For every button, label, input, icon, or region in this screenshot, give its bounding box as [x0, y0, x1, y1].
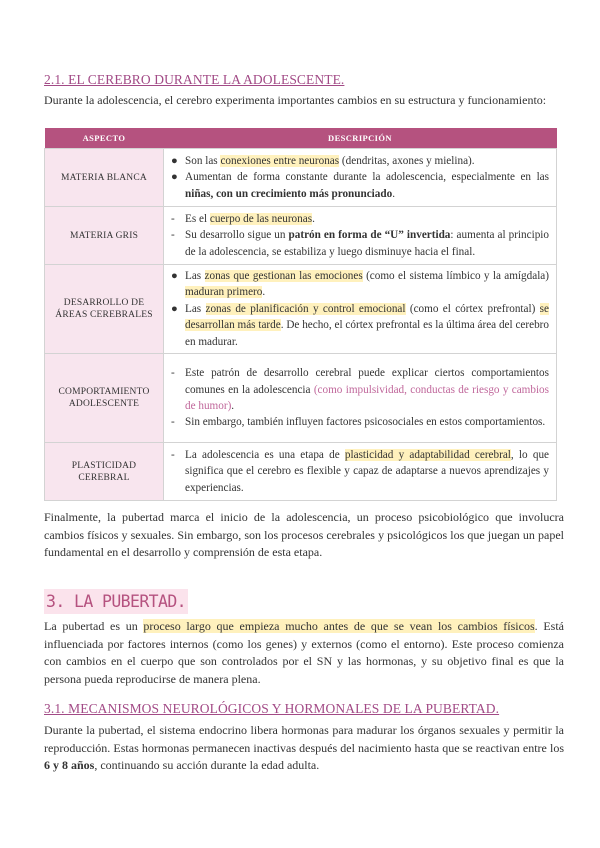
- highlight: plasticidad y adaptabilidad cerebral: [344, 448, 511, 461]
- bullet-icon: ●: [171, 302, 178, 315]
- section-3-title: 3. LA PUBERTAD.: [44, 589, 188, 614]
- dash-marker: -: [171, 448, 175, 461]
- header-description: DESCRIPCIÓN: [164, 128, 557, 149]
- table-row: [45, 149, 557, 207]
- bullet-icon: ●: [171, 171, 178, 184]
- list-item: ● Son las conexiones entre neuronas (dendritas, axones y mielina).: [171, 153, 549, 169]
- list-item: - Es el cuerpo de las neuronas.: [171, 211, 549, 227]
- highlight: proceso largo que empieza mucho antes de que se vean los cambios físicos: [143, 619, 535, 633]
- section-3-1-title: 3.1. MECANISMOS NEUROLÓGICOS Y HORMONALES DE LA PUBERTAD.: [44, 701, 500, 716]
- description-cell: [164, 354, 557, 443]
- list-item: ● Aumentan de forma constante durante la adolescencia, especialmente en las niñas, con un crecimiento más pronunciado.: [171, 171, 549, 200]
- highlight: zonas que gestionan las emociones: [204, 270, 363, 282]
- bullet-icon: ●: [171, 154, 178, 167]
- pink-note: (como impulsividad, conductas de riesgo y cambios de humor): [185, 383, 550, 413]
- highlight: zonas de planificación y control emocional: [205, 302, 406, 315]
- table-row: [45, 443, 557, 501]
- dash-marker: -: [171, 229, 175, 242]
- section-3-1-paragraph: Durante la pubertad, el sistema endocrino libera hormonas para madurar los órganos sexuales y permitir la reproducción. Estas hormonas permanecen inactivas después del nacimiento hasta que se reactivan entre los 6 y 8 años, continuando su acción durante la edad adulta.: [44, 723, 564, 773]
- bullet-icon: ●: [171, 270, 178, 282]
- description-cell: [164, 149, 557, 207]
- table-row: [45, 354, 557, 443]
- description-cell: [164, 443, 557, 501]
- table-row: [45, 265, 557, 354]
- aspect-cell: PLASTICIDAD CEREBRAL: [45, 443, 164, 501]
- section-2-1-intro: Durante la adolescencia, el cerebro experimenta importantes cambios en su estructura y funcionamiento:: [44, 93, 547, 107]
- list-item: - Sin embargo, también influyen factores psicosociales en estos comportamientos.: [171, 414, 549, 430]
- conclusion-paragraph: Finalmente, la pubertad marca el inicio de la adolescencia, un proceso psicobiológico que involucra cambios físicos y sexuales. Sin embargo, son los procesos cerebrales y psicológicos los que juegan un papel fundamental en el desarrollo y comprensión de esta etapa.: [44, 510, 564, 560]
- highlight: conexiones entre neuronas: [220, 154, 340, 167]
- table-header-row: [45, 128, 557, 149]
- list-item: ● Las zonas que gestionan las emociones (como el sistema límbico y la amígdala) maduran primero.: [171, 270, 549, 299]
- list-item: ● Las zonas de planificación y control emocional (como el córtex prefrontal) se desarrollan más tarde. De hecho, el córtex prefrontal es la última área del cerebro en madurar.: [171, 302, 549, 348]
- brain-changes-table: [44, 128, 557, 501]
- dash-marker: -: [171, 416, 175, 429]
- table-row: [45, 207, 557, 265]
- description-cell: [164, 265, 557, 354]
- list-item: - Este patrón de desarrollo cerebral puede explicar ciertos comportamientos comunes en la adolescencia (como impulsividad, conductas de riesgo y cambios de humor).: [171, 367, 550, 413]
- section-3-paragraph: La pubertad es un proceso largo que empieza mucho antes de que se vean los cambios físicos. Está influenciada por factores internos (como los genes) y externos (como el entorno). Este proceso comienza con cambios en el cuerpo que son controlados por el SN y las hormonas, y su objetivo final es que la persona pueda reproducirse de manera plena.: [44, 619, 564, 686]
- aspect-cell: MATERIA BLANCA: [45, 149, 164, 207]
- list-item: - La adolescencia es una etapa de plasticidad y adaptabilidad cerebral, lo que significa que el cerebro es flexible y capaz de adaptarse a nuevos aprendizajes y experiencias.: [171, 448, 549, 494]
- aspect-cell: MATERIA GRIS: [45, 207, 164, 265]
- highlight: cuerpo de las neuronas: [209, 212, 313, 225]
- section-2-1-title: 2.1. EL CEREBRO DURANTE LA ADOLESCENTE.: [44, 72, 345, 87]
- emphasis: patrón en forma de “U” invertida: [288, 229, 451, 242]
- header-aspect: ASPECTO: [45, 128, 164, 149]
- dash-marker: -: [171, 367, 175, 380]
- highlight: maduran primero: [185, 286, 263, 299]
- description-cell: [164, 207, 557, 265]
- list-item: - Su desarrollo sigue un patrón en forma de “U” invertida: aumenta al principio de la adolescencia, se estabiliza y luego disminuye hacia el final.: [171, 229, 549, 258]
- highlight: se desarrollan más tarde: [185, 302, 549, 332]
- emphasis: niñas, con un crecimiento más pronunciado: [185, 187, 393, 200]
- aspect-cell: DESARROLLO DE ÁREAS CEREBRALES: [45, 265, 164, 354]
- dash-marker: -: [171, 212, 175, 225]
- aspect-cell: COMPORTAMIENTO ADOLESCENTE: [45, 354, 164, 443]
- emphasis: 6 y 8 años: [44, 758, 95, 773]
